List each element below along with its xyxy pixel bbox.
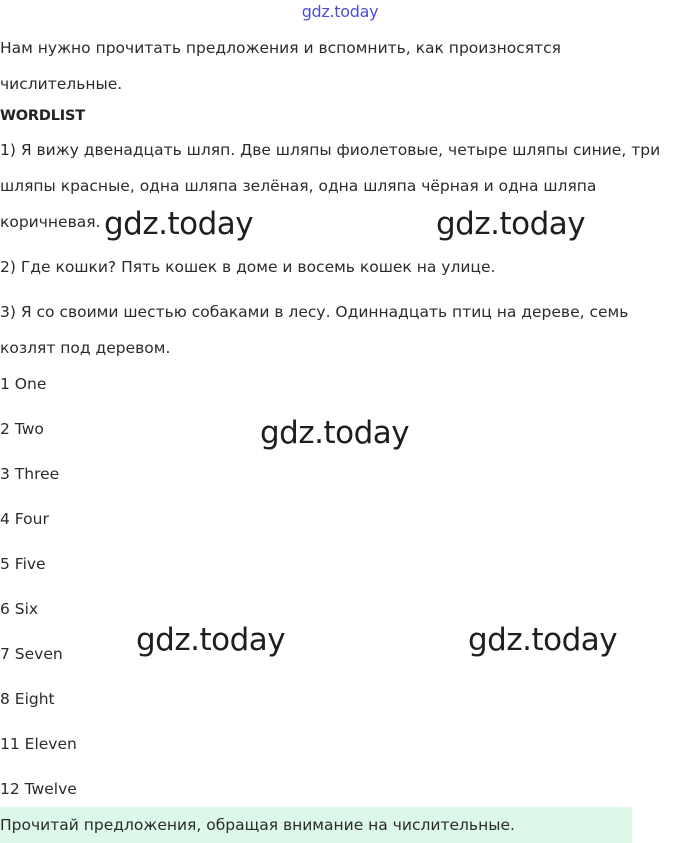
list-item: 4 Four — [0, 510, 49, 528]
watermark: gdz.today — [468, 622, 618, 658]
site-link[interactable]: gdz.today — [301, 2, 379, 21]
list-item: 7 Seven — [0, 645, 63, 663]
sentence-list — [0, 132, 672, 366]
sentence-2: 2) Где кошки? Пять кошек в доме и восемь кошек на улице. — [0, 258, 496, 276]
intro-text: Нам нужно прочитать предложения и вспомнить, как произносятся числительные. — [0, 39, 561, 93]
sentence-3: 3) Я со своими шестью собаками в лесу. Одиннадцать птиц на дереве, семь козлят под деревом. — [0, 303, 629, 357]
list-item: 5 Five — [0, 555, 46, 573]
list-item: 11 Eleven — [0, 735, 77, 753]
watermark: gdz.today — [104, 206, 254, 242]
list-item: 12 Twelve — [0, 780, 77, 798]
wordlist-heading: WORDLIST — [0, 108, 85, 124]
list-item: 6 Six — [0, 600, 39, 618]
list-item: 2 Two — [0, 420, 44, 438]
numbers-list — [0, 372, 672, 822]
watermark: gdz.today — [260, 415, 410, 451]
list-item: 8 Eight — [0, 690, 55, 708]
list-item: 3 Three — [0, 465, 60, 483]
sentence-1: 1) Я вижу двенадцать шляп. Две шляпы фиолетовые, четыре шляпы синие, три шляпы красные, одна шляпа зелёная, одна шляпа чёрная и одна шляпа коричневая. — [0, 141, 661, 231]
task-banner: Прочитай предложения, обращая внимание на числительные. — [0, 807, 632, 843]
answer-content — [0, 30, 672, 822]
watermark: gdz.today — [436, 206, 586, 242]
watermark: gdz.today — [136, 622, 286, 658]
list-item: 1 One — [0, 375, 47, 393]
